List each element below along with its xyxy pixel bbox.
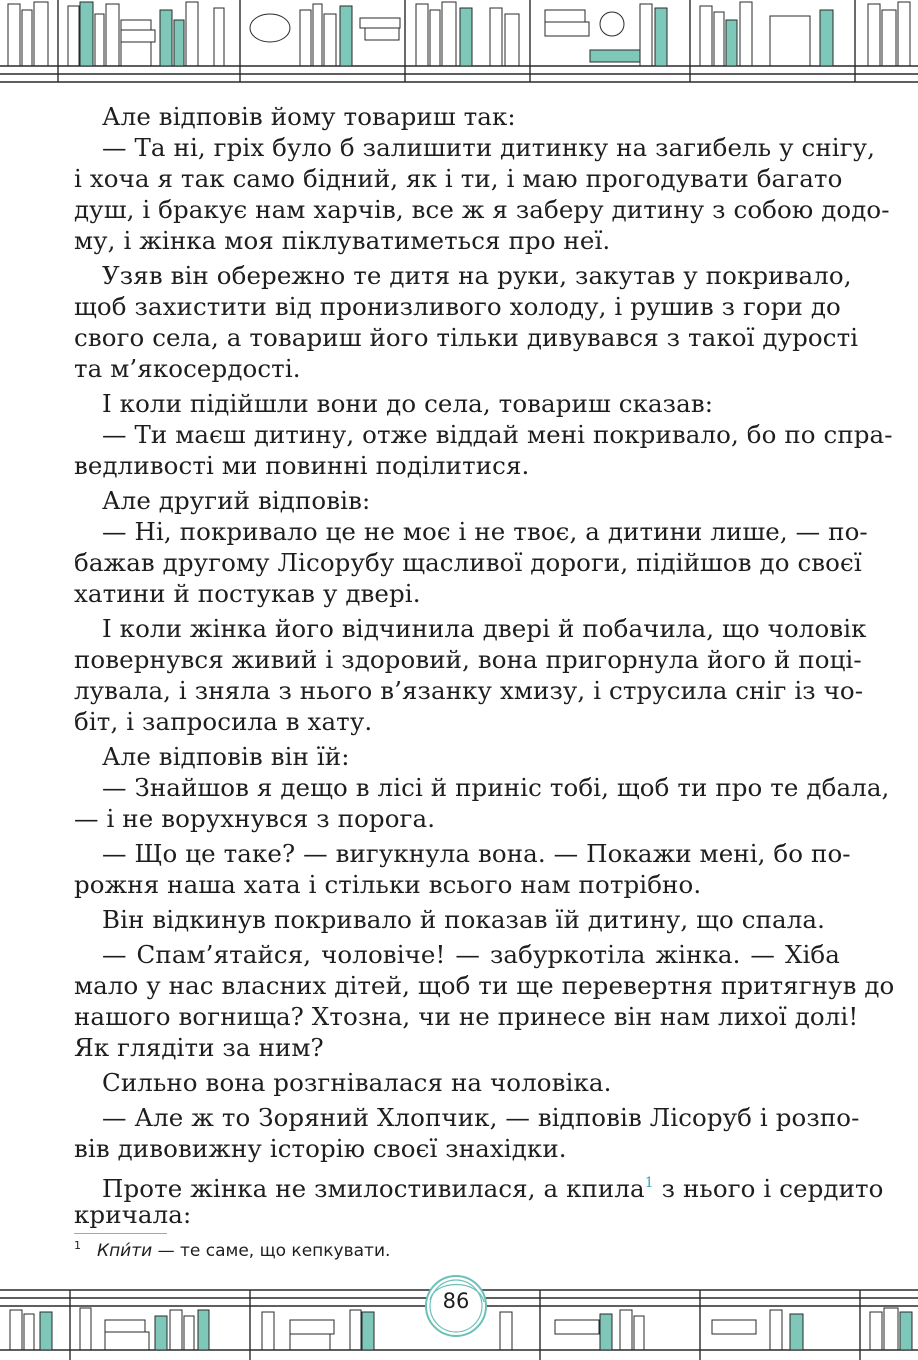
text-line: Як глядіти за ним? bbox=[74, 1033, 324, 1062]
text-line: — Ти маєш дитину, отже віддай мені покривало, бо по спра- bbox=[102, 420, 893, 449]
text-line: лувала, і зняла з нього в’язанку хмизу, і струсила сніг із чо- bbox=[74, 676, 864, 705]
text-line: повернувся живий і здоровий, вона пригорнула його й поці- bbox=[74, 645, 862, 674]
footnote-divider bbox=[74, 1233, 167, 1234]
text-line: душ, і бракує нам харчів, все ж я заберу дитину з собою додо- bbox=[74, 195, 890, 224]
footnote-definition: — те саме, що кепкувати. bbox=[152, 1241, 391, 1261]
text-line: — і не ворухнувся з порога. bbox=[74, 804, 436, 833]
text-line: та м’якосердості. bbox=[74, 354, 301, 383]
text-line: бажав другому Лісорубу щасливої дороги, підійшов до своєї bbox=[74, 548, 862, 577]
text-fragment: Проте жінка не змилостивилася, а кпила bbox=[102, 1174, 645, 1203]
bookshelf-illustration-top bbox=[0, 0, 918, 88]
text-line: І коли підійшли вони до села, товариш сказав: bbox=[102, 389, 714, 418]
page-number: 86 bbox=[442, 1289, 470, 1313]
text-line: Але відповів йому товариш так: bbox=[102, 102, 516, 131]
footnote-number: 1 bbox=[74, 1239, 81, 1252]
text-line: — Знайшов я дещо в лісі й приніс тобі, щоб ти про те дбала, bbox=[102, 773, 890, 802]
text-line: кричала: bbox=[74, 1200, 192, 1229]
text-line: свого села, а товариш його тільки дивувався з такої дурості bbox=[74, 323, 859, 352]
text-line: — Та ні, гріх було б залишити дитинку на загибель у снігу, bbox=[102, 133, 876, 162]
footnote-reference[interactable]: 1 bbox=[644, 1175, 654, 1191]
text-line: вів дивовижну історію своєї знахідки. bbox=[74, 1134, 567, 1163]
text-line: Але відповів він їй: bbox=[102, 742, 350, 771]
text-line: му, і жінка моя піклуватиметься про неї. bbox=[74, 226, 611, 255]
footnote-term: Кпи́ти bbox=[97, 1241, 153, 1261]
top-bookshelf-banner bbox=[0, 0, 918, 88]
text-line: Сильно вона розгнівалася на чоловіка. bbox=[102, 1068, 612, 1097]
text-line: — Але ж то Зоряний Хлопчик, — відповів Лісоруб і розпо- bbox=[102, 1103, 860, 1132]
text-line: Він відкинув покривало й показав їй дитину, що спала. bbox=[102, 905, 826, 934]
text-line: нашого вогнища? Хтозна, чи не принесе він нам лихої долі! bbox=[74, 1002, 859, 1031]
text-line: мало у нас власних дітей, щоб ти ще перевертня притягнув до bbox=[74, 971, 895, 1000]
text-line: І коли жінка його відчинила двері й побачила, що чоловік bbox=[102, 614, 867, 643]
text-line: — Ні, покривало це не моє і не твоє, а дитини лише, — по- bbox=[102, 517, 868, 546]
story-text bbox=[74, 101, 895, 1230]
footnote bbox=[74, 1239, 390, 1261]
text-line: рожня наша хата і стільки всього нам потрібно. bbox=[74, 870, 702, 899]
text-line: Але другий відповів: bbox=[102, 486, 371, 515]
text-line: ведливості ми повинні поділитися. bbox=[74, 451, 530, 480]
text-line: Узяв він обережно те дитя на руки, закутав у покривало, bbox=[102, 261, 852, 290]
text-line: і хоча я так само бідний, як і ти, і маю прогодувати багато bbox=[74, 164, 843, 193]
text-line: — Що це таке? — вигукнула вона. — Покажи мені, бо по- bbox=[102, 839, 851, 868]
text-line: щоб захистити від пронизливого холоду, і рушив з гори до bbox=[74, 292, 841, 321]
text-line: хатини й постукав у двері. bbox=[74, 579, 421, 608]
text-line: — Спам’ятайся, чоловіче! — забуркотіла жінка. — Хіба bbox=[102, 940, 840, 969]
text-line-with-footnote bbox=[74, 1168, 884, 1203]
text-fragment: з нього і сердито bbox=[653, 1174, 884, 1203]
text-line: біт, і запросила в хату. bbox=[74, 707, 373, 736]
